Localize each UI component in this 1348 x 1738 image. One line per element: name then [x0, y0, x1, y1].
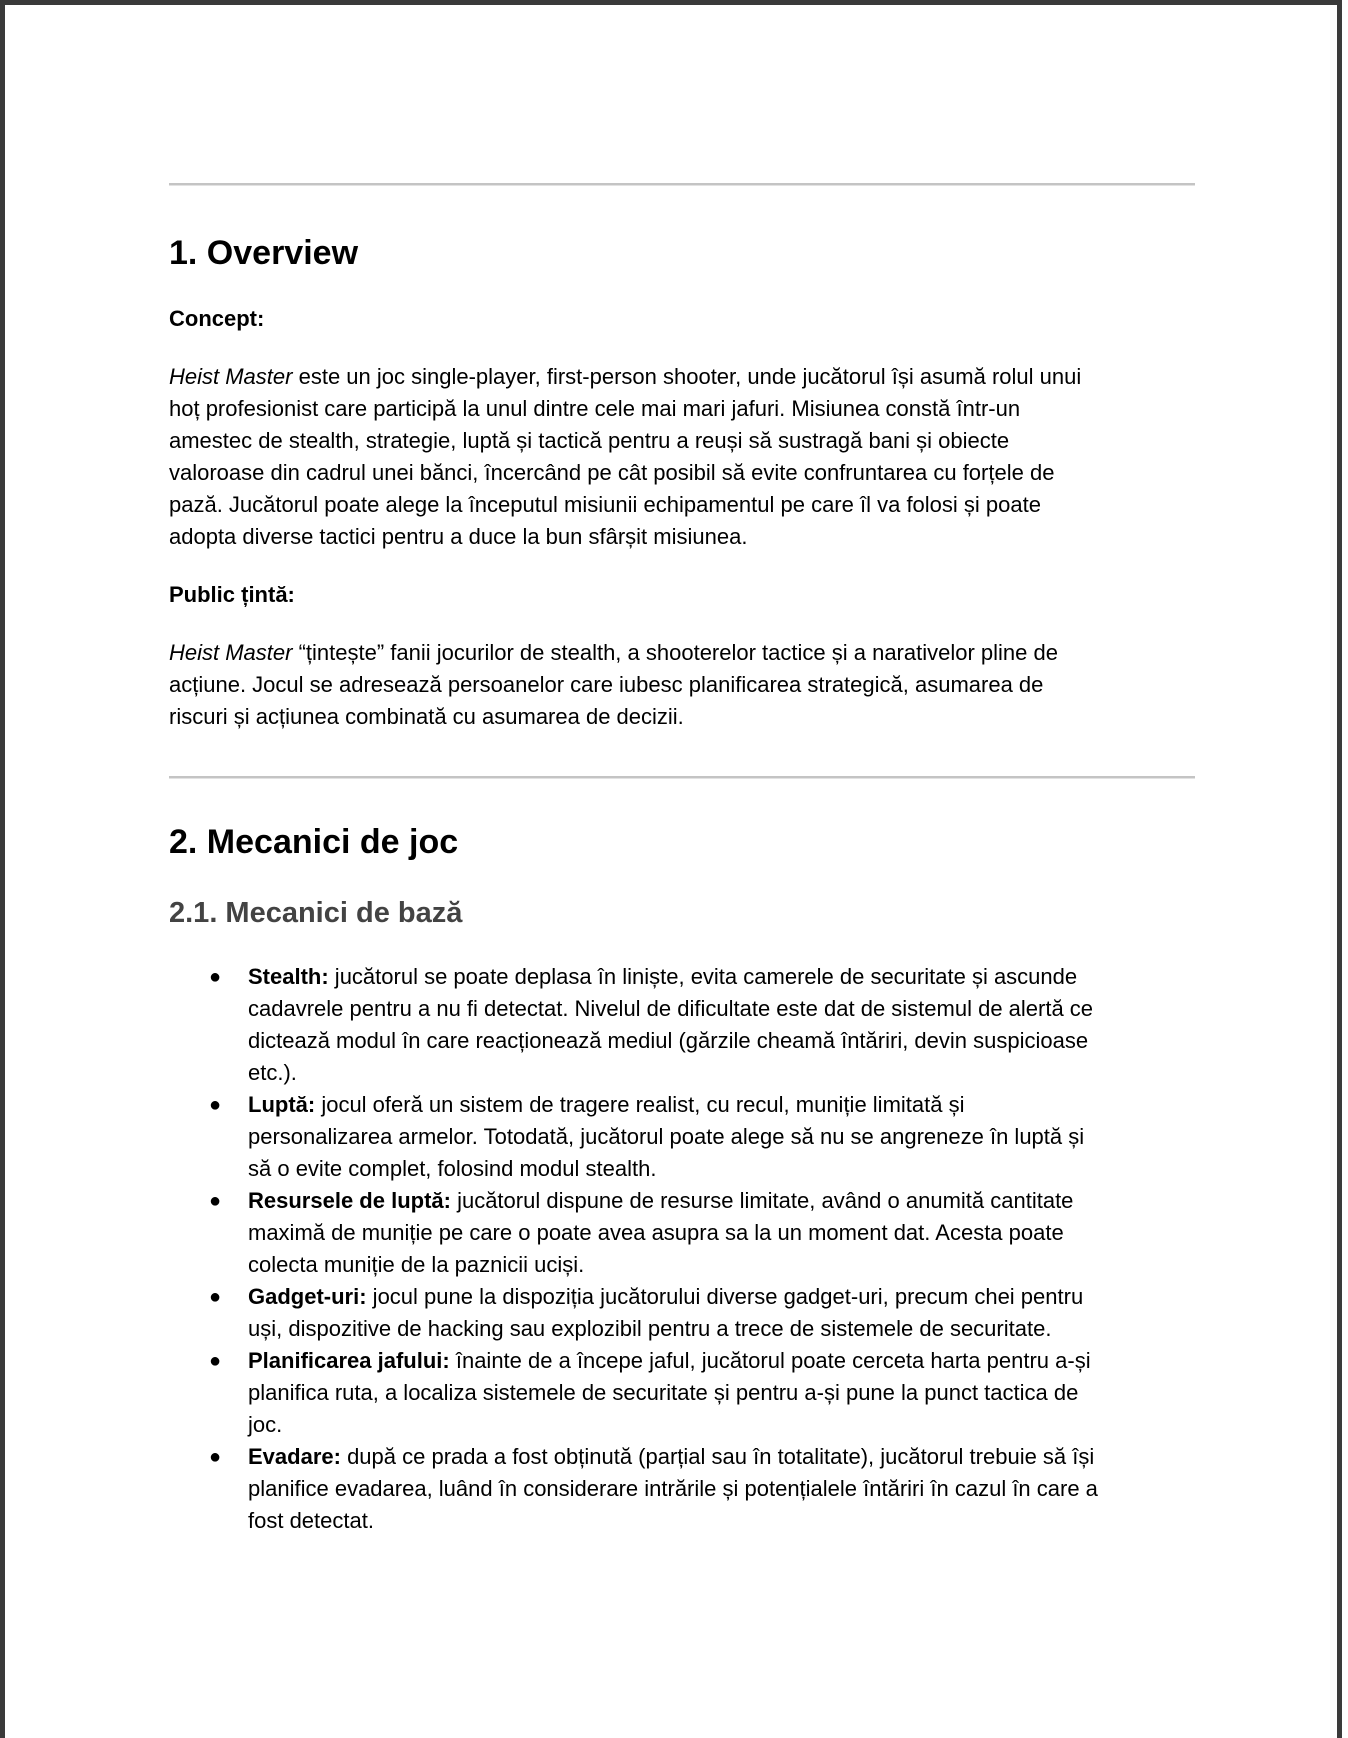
list-item-term: Evadare: [248, 1444, 341, 1469]
concept-paragraph [169, 361, 1195, 553]
paragraph-line: valoroase din cadrul unei bănci, încercând pe cât posibil să evite confruntarea cu forțele de [169, 460, 1055, 485]
horizontal-rule [169, 183, 1195, 186]
list-item: ● Luptă: jocul oferă un sistem de tragere realist, cu recul, muniție limitată și personalizarea armelor. Totodată, jucătorul poate alege să nu se angreneze în luptă și să o evite complet, folosind modul stealth. [169, 1089, 1195, 1185]
horizontal-rule [169, 776, 1195, 779]
paragraph-line: amestec de stealth, strategie, luptă și tactică pentru a reuși să sustragă bani și obiecte [169, 428, 1010, 453]
paragraph-line: adopta diverse tactici pentru a duce la bun sfârșit misiunea. [169, 524, 748, 549]
list-item-term: Gadget-uri: [248, 1284, 367, 1309]
concept-label: Concept: [169, 306, 265, 331]
list-item-term: Planificarea jafului: [248, 1348, 450, 1373]
bullet-icon: ● [209, 1350, 222, 1372]
paragraph-line: hoț profesionist care participă la unul dintre cele mai mari jafuri. Misiunea constă într-un [169, 396, 1021, 421]
section-heading-overview: 1. Overview [169, 234, 359, 272]
bullet-icon: ● [209, 1094, 222, 1116]
subsection-heading-basic-mechanics: 2.1. Mecanici de bază [169, 897, 463, 929]
paragraph-line: Heist Master “țintește” fanii jocurilor de stealth, a shooterelor tactice și a narativelor pline de [169, 640, 1058, 665]
list-item-term: Resursele de luptă: [248, 1188, 451, 1213]
game-title: Heist Master [169, 640, 293, 665]
list-item: ● Planificarea jafului: înainte de a începe jaful, jucătorul poate cerceta harta pentru a-și planifica ruta, a localiza sistemele de securitate și pentru a-și pune la punct tactica de joc. [169, 1345, 1195, 1441]
bullet-icon: ● [209, 1190, 222, 1212]
list-item: ● Stealth: jucătorul se poate deplasa în liniște, evita camerele de securitate și ascunde cadavrele pentru a nu fi detectat. Nivelul de dificultate este dat de sistemul de alertă ce dictează modul în care reacționează mediul (gărzile cheamă întăriri, devin suspicioase etc.). [169, 961, 1195, 1089]
game-title: Heist Master [169, 364, 293, 389]
audience-paragraph [169, 637, 1195, 733]
paragraph-line: Heist Master este un joc single-player, first-person shooter, unde jucătorul își asumă rolul unui [169, 364, 1082, 389]
section-heading-mechanics: 2. Mecanici de joc [169, 823, 459, 861]
paragraph-line: riscuri și acțiunea combinată cu asumarea de decizii. [169, 704, 684, 729]
bullet-icon: ● [209, 1446, 222, 1468]
bullet-icon: ● [209, 1286, 222, 1308]
paragraph-line: acțiune. Jocul se adresează persoanelor care iubesc planificarea strategică, asumarea de [169, 672, 1044, 697]
bullet-icon: ● [209, 966, 222, 988]
paragraph-line: pază. Jucătorul poate alege la începutul misiunii echipamentul pe care îl va folosi și poate [169, 492, 1041, 517]
list-item: ● Resursele de luptă: jucătorul dispune de resurse limitate, având o anumită cantitate maximă de muniție pe care o poate avea asupra sa la un moment dat. Acesta poate colecta muniție de la paznicii uciși. [169, 1185, 1195, 1281]
list-item-term: Luptă: [248, 1092, 316, 1117]
list-item: ● Evadare: după ce prada a fost obținută (parțial sau în totalitate), jucătorul trebuie să își planifice evadarea, luând în considerare intrările și potențialele întăriri în cazul în care a fost detectat. [169, 1441, 1195, 1537]
list-item: ● Gadget-uri: jocul pune la dispoziția jucătorului diverse gadget-uri, precum chei pentru uși, dispozitive de hacking sau explozibil pentru a trece de sistemele de securitate. [169, 1281, 1195, 1345]
list-item-term: Stealth: [248, 964, 329, 989]
mechanics-list [169, 961, 1195, 1537]
audience-label: Public țintă: [169, 582, 295, 607]
